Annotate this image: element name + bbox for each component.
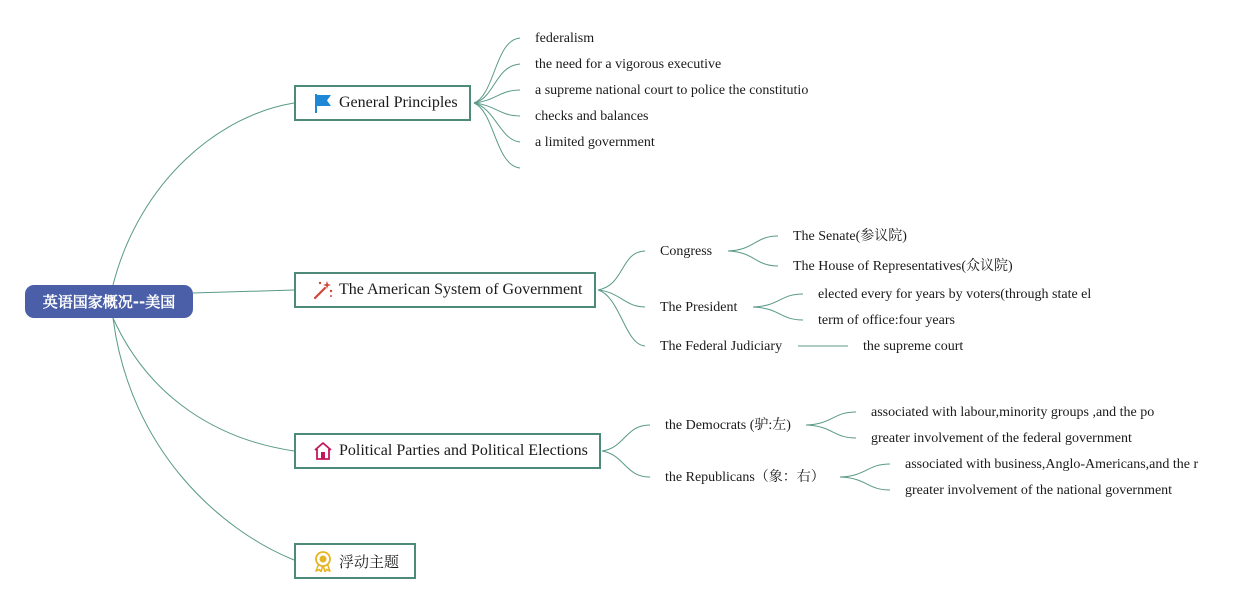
president-node[interactable]: The President — [660, 300, 738, 315]
president-election-node[interactable]: elected every for years by voters(through state el — [818, 287, 1092, 302]
branch-label: 浮动主题 — [339, 552, 400, 571]
democrats-node[interactable]: the Democrats (驴:左) — [665, 418, 791, 433]
central-topic[interactable] — [25, 285, 193, 318]
democrats-item[interactable]: greater involvement of the federal government — [871, 431, 1132, 446]
principle-item[interactable]: a limited government — [535, 135, 655, 150]
republicans-item[interactable]: associated with business,Anglo-Americans,and the r — [905, 457, 1199, 472]
magic-wand-icon — [312, 279, 334, 301]
federal-judiciary-node[interactable]: The Federal Judiciary — [660, 339, 783, 354]
republicans-item[interactable]: greater involvement of the national government — [905, 483, 1173, 498]
branch-label: General Principles — [339, 94, 458, 111]
president-term-node[interactable]: term of office:four years — [818, 313, 955, 328]
award-ribbon-icon — [312, 550, 334, 572]
principle-item[interactable]: a supreme national court to police the constitutio — [535, 83, 809, 98]
house-of-representatives-node[interactable]: The House of Representatives(众议院) — [793, 259, 1013, 274]
branch-label: The American System of Government — [339, 281, 583, 298]
branch-floating-topic[interactable] — [294, 543, 416, 579]
senate-node[interactable]: The Senate(参议院) — [793, 229, 907, 244]
branch-american-system-of-government[interactable] — [294, 272, 596, 308]
branch-label: Political Parties and Political Elections — [339, 442, 588, 459]
democrats-item[interactable]: associated with labour,minority groups ,and the po — [871, 405, 1155, 420]
house-icon — [312, 440, 334, 462]
branch-general-principles[interactable] — [294, 85, 471, 121]
principle-item[interactable]: the need for a vigorous executive — [535, 57, 722, 72]
principle-item[interactable]: checks and balances — [535, 109, 649, 124]
principle-item[interactable]: federalism — [535, 31, 595, 46]
central-topic-label: 英语国家概况--美国 — [42, 293, 176, 311]
branch-political-parties[interactable] — [294, 433, 601, 469]
supreme-court-node[interactable]: the supreme court — [863, 339, 964, 354]
republicans-node[interactable]: the Republicans（象：右） — [665, 470, 825, 485]
congress-node[interactable]: Congress — [660, 244, 713, 259]
blue-flag-icon — [312, 92, 334, 114]
